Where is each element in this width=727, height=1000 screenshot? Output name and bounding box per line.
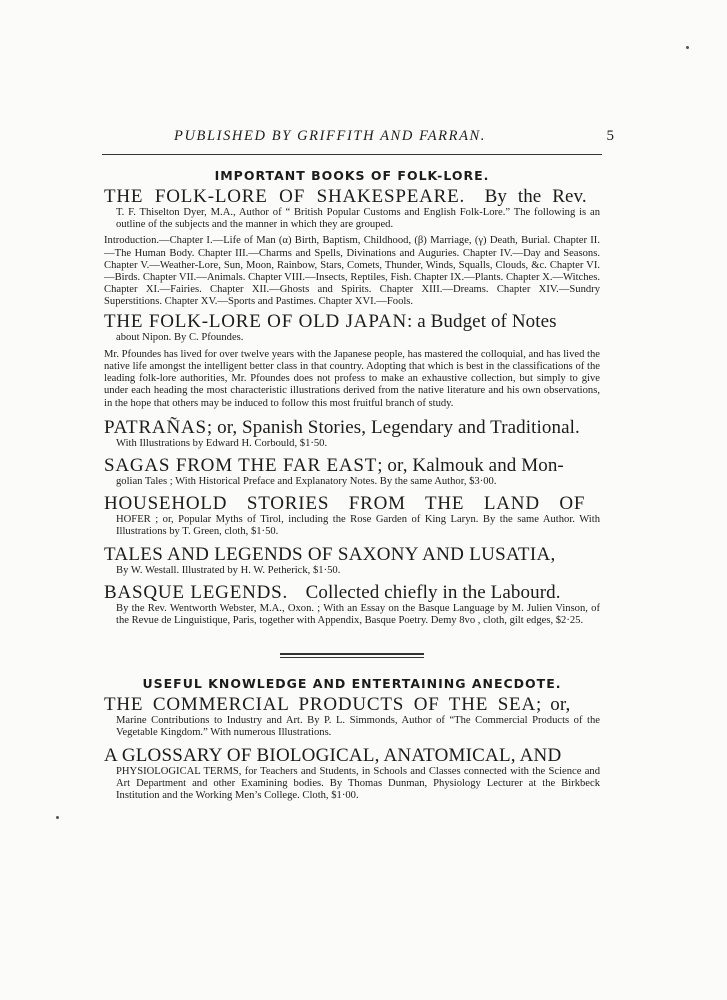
section-title-knowledge: USEFUL KNOWLEDGE AND ENTERTAINING ANECDOTE. [142, 676, 562, 692]
book-title-line [104, 746, 600, 766]
book-entry [104, 312, 600, 410]
page-number: 5 [606, 128, 614, 144]
running-title: PUBLISHED BY GRIFFITH AND FARRAN. [174, 128, 487, 144]
book-title-line [104, 456, 600, 476]
book-details: By the Rev. Wentworth Webster, M.A., Oxon. ; With an Essay on the Basque Language by M. Julien Vinson, of the Revue de Linguistique, Paris, together with Appendix, Basque Poetry. Demy 8vo , cloth, gilt edges, $2·25. [116, 602, 600, 627]
book-details: golian Tales ; With Historical Preface and Explanatory Notes. By the same Author, $3·00. [116, 476, 497, 488]
section-title-folklore: IMPORTANT BOOKS OF FOLK-LORE. [214, 168, 490, 183]
book-title: THE FOLK-LORE OF OLD JAPAN [104, 310, 407, 332]
book-details: By W. Westall. Illustrated by H. W. Petherick, $1·50. [116, 564, 341, 576]
book-title: A GLOSSARY OF BIOLOGICAL, ANATOMICAL, AND [104, 744, 562, 766]
book-entry [104, 187, 600, 309]
book-title-line [104, 494, 600, 514]
book-title-rest: By the Rev. [484, 186, 587, 207]
book-title: BASQUE LEGENDS. [104, 581, 289, 603]
book-title-line [104, 312, 600, 332]
book-entry [104, 695, 600, 739]
book-details: PHYSIOLOGICAL TERMS, for Teachers and Students, in Schools and Classes connected with the Science and Art Department and other Examining bodies. By Thomas Dunman, Physiology Lecturer at the Birkbeck Institution and the Working Men’s College. Cloth, $1·00. [116, 765, 600, 802]
book-title-rest: ; or, Kalmouk and Mon- [377, 455, 564, 477]
book-title-line [104, 418, 600, 438]
book-title-rest: ; or, [536, 694, 571, 716]
book-title: SAGAS FROM THE FAR EAST [104, 455, 378, 477]
book-title: THE COMMERCIAL PRODUCTS OF THE SEA [104, 694, 536, 716]
section-divider [280, 653, 424, 658]
header-rule [102, 154, 602, 155]
book-title: TALES AND LEGENDS OF SAXONY AND LUSATIA, [104, 543, 556, 565]
paper-speck [56, 816, 59, 819]
book-entry [104, 418, 600, 450]
book-entry [104, 583, 600, 627]
book-title: THE FOLK-LORE OF SHAKESPEARE. [104, 186, 466, 207]
book-details: about Nipon. By C. Pfoundes. [116, 331, 244, 343]
book-entry [104, 746, 600, 803]
book-description: Mr. Pfoundes has lived for over twelve years with the Japanese people, has mastered the colloquial, and has lived the native life amongst the intelligent better class in that country. Adopting that which is best in the classifications of the leading folk-lore authorities, Mr. Pfoundes does not profess to make an exhaustive collection, but simply to give under each heading the most characteristic illustrations derived from the native literature and his own observations, in the hope that others may be induced to follow this most fruitful branch of study. [104, 348, 600, 409]
page [104, 128, 614, 802]
paper-speck [686, 46, 689, 49]
book-details: With Illustrations by Edward H. Corbould, $1·50. [116, 437, 328, 449]
book-title: HOUSEHOLD STORIES FROM THE LAND OF [104, 493, 586, 515]
book-title-rest: ; or, Spanish Stories, Legendary and Traditional. [206, 416, 580, 438]
book-details: HOFER ; or, Popular Myths of Tirol, including the Rose Garden of King Laryn. By the same Author. With Illustrations by T. Green, cloth, $1·50. [116, 514, 600, 538]
book-details: T. F. Thiselton Dyer, M.A., Author of “ British Popular Customs and English Folk-Lore.” The following is an outline of the subjects and the manner in which they are grouped. [116, 207, 600, 231]
book-title: PATRAÑAS [104, 416, 207, 438]
book-title-line [104, 583, 600, 603]
book-details: Marine Contributions to Industry and Art. By P. L. Simmonds, Author of “The Commercial Products of the Vegetable Kingdom.” With numerous Illustrations. [116, 715, 600, 739]
book-title-line [104, 187, 600, 207]
book-title-rest: : a Budget of Notes [407, 310, 557, 332]
book-entry [104, 456, 600, 488]
book-title-line [104, 545, 600, 565]
book-entry [104, 494, 600, 538]
book-description: Introduction.—Chapter I.—Life of Man (α) Birth, Baptism, Childhood, (β) Marriage, (γ) Death, Burial. Chapter II.—The Human Body. Chapter III.—Charms and Spells, Divinations and Auguries. Chapter IV.—Day and Seasons. Chapter V.—Weather-Lore, Sun, Moon, Rainbow, Stars, Comets, Thunder, Winds, Squalls, Clouds, &c. Chapter VI.—Birds. Chapter VII.—Animals. Chapter VIII.—Insects, Reptiles, Fish. Chapter IX.—Plants. Chapter X.—Witches. Chapter XI.—Fairies. Chapter XII.—Ghosts and Spirits. Chapter XIII.—Dreams. Chapter XIV.—Sundry Superstitions. Chapter XV.—Sports and Pastimes. Chapter XVI.—Fools. [104, 235, 600, 308]
running-head [104, 128, 614, 145]
book-title-line [104, 695, 600, 715]
book-entry [104, 545, 600, 577]
book-title-rest: Collected chiefly in the Labourd. [305, 581, 561, 603]
